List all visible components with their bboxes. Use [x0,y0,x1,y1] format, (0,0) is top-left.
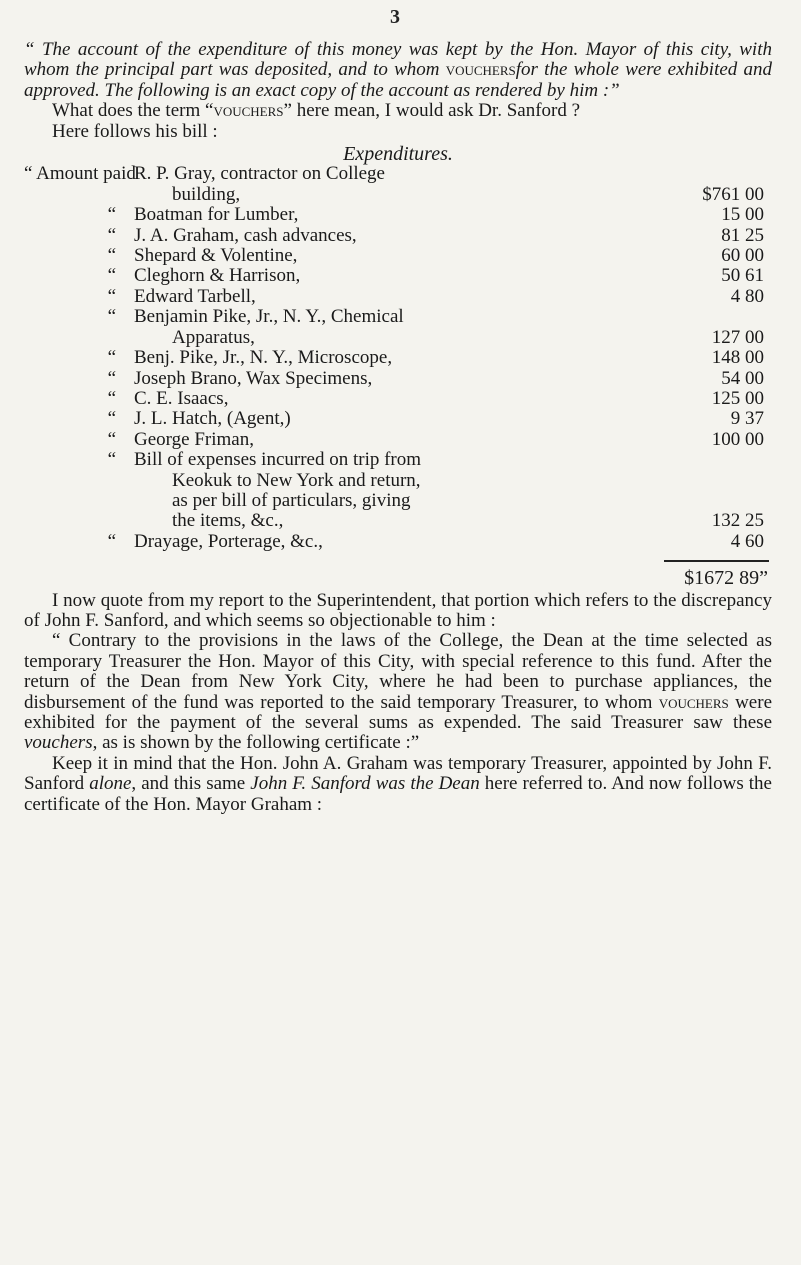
ditto-mark: “ [107,530,116,552]
question-paragraph [24,101,772,121]
description-line: Apparatus, [172,326,255,348]
question-term: vouchers [213,100,284,122]
expenditure-description [134,409,654,429]
description-line: Shepard & Volentine, [134,245,298,267]
expenditure-description [134,389,654,409]
expenditures-table [24,164,772,552]
description-line: building, [172,183,241,205]
page-mark: 3 [390,6,400,28]
amount-paid-label: “ Amount paid [24,163,136,185]
ditto-mark: “ [107,204,116,226]
expenditure-amount: 9 37 [730,408,764,430]
expenditure-row [24,246,772,266]
body-paragraph-2 [24,631,772,753]
p2-vouchers-italic: vouchers [24,732,93,754]
ditto-mark: “ [107,306,116,328]
description-line: the items, &c., [172,510,284,532]
p2-text-c: , as is shown by the following certificate :” [92,732,420,754]
expenditure-description [134,246,654,266]
expenditure-description [134,226,654,246]
ditto-mark: “ [107,387,116,409]
expenditure-description [134,164,654,205]
expenditure-description [134,532,654,552]
ditto-mark: “ [107,245,116,267]
expenditure-amount: 127 00 [711,326,764,348]
p3-text-b: , and this same [131,773,251,795]
expenditure-description [134,348,654,368]
expenditure-description [134,205,654,225]
expenditure-amount: 81 25 [721,224,764,246]
expenditure-description [134,369,654,389]
description-line: Benj. Pike, Jr., N. Y., Microscope, [134,347,393,369]
expenditure-row [24,266,772,286]
ditto-mark: “ [107,347,116,369]
expenditure-amount: 132 25 [711,510,764,532]
expenditure-description [134,266,654,286]
p3-text-a: Keep it in mind that the Hon. John A. Graham was temporary Treasurer, appointed by John F. Sanford [24,752,772,795]
expenditure-row [24,164,772,205]
description-line: Benjamin Pike, Jr., N. Y., Chemical [134,306,404,328]
description-line: Joseph Brano, Wax Specimens, [134,367,373,389]
p3-italic: John F. Sanford was the Dean [250,773,480,795]
description-line: J. L. Hatch, (Agent,) [134,408,291,430]
expenditure-amount: 50 61 [721,265,764,287]
expenditure-row [24,287,772,307]
p2-text-a: “ Contrary to the provisions in the laws of the College, the Dean at the time selected as temporary Treasurer the Hon. Mayor of this City, with special reference to this fund. After the return of the Dean from New York City, where he had been to purchase appliances, the disbursement of the fund was reported to the said temporary Treasurer, to whom [24,630,772,713]
expenditure-amount: 4 80 [730,285,764,307]
p2-vouchers: vouchers [658,691,729,713]
ditto-mark: “ [107,449,116,471]
question-pre: What does the term “ [52,100,214,122]
ditto-mark: “ [107,367,116,389]
expenditure-amount: $761 00 [702,183,764,205]
description-line: Drayage, Porterage, &c., [134,530,323,552]
expenditure-row [24,226,772,246]
body-paragraph-1: I now quote from my report to the Superintendent, that portion which refers to the discrepancy of John F. Sanford, and which seems so objectionable to him : [24,589,772,631]
expenditures-heading: Expenditures. [343,143,453,166]
p3-alone: alone [89,773,132,795]
expenditure-row [24,532,772,552]
question-post: ” here mean, I would ask Dr. Sanford ? [283,100,581,122]
total-rule [664,560,769,562]
description-line: Edward Tarbell, [134,285,256,307]
expenditure-amount: 54 00 [721,367,764,389]
expenditure-description [134,307,654,348]
expenditure-row [24,450,772,532]
expenditure-amount: 100 00 [711,428,764,450]
expenditure-amount: 60 00 [721,245,764,267]
ditto-mark: “ [107,224,116,246]
ditto-mark: “ [107,265,116,287]
description-line: C. E. Isaacs, [134,387,229,409]
intro-quote-text: “ The account of the expenditure of this money was kept by the Hon. Mayor of this city, with whom the principal part was deposited, and to whom [24,39,772,81]
expenditure-row [24,409,772,429]
p3-text-c: here referred to. And now follows the certificate of the Hon. Mayor Graham : [24,773,772,815]
expenditure-row [24,205,772,225]
expenditure-row [24,369,772,389]
description-line: George Friman, [134,428,254,450]
description-line: Boatman for Lumber, [134,204,299,226]
description-line: as per bill of particulars, giving [172,489,411,511]
ditto-mark: “ [107,285,116,307]
description-line: Keokuk to New York and return, [172,469,421,491]
intro-quote [24,40,772,101]
page-content [24,40,772,815]
intro-quote-text-2: for the whole were exhibited and approved. The following is an exact copy of the account as rendered by him :” [24,59,772,101]
expenditure-amount: 125 00 [711,387,764,409]
expenditure-description [134,450,654,532]
description-line: J. A. Graham, cash advances, [134,224,357,246]
description-line: R. P. Gray, contractor on College [134,163,385,185]
expenditure-description [134,287,654,307]
description-line: Cleghorn & Harrison, [134,265,301,287]
expenditure-amount: 148 00 [711,347,764,369]
expenditure-row [24,430,772,450]
expenditure-row [24,307,772,348]
p2-text-b: were exhibited for the payment of the several sums as expended. The said Treasurer saw these [24,691,772,733]
expenditure-amount: 15 00 [721,204,764,226]
body-paragraph-3 [24,754,772,815]
vouchers-term: vouchers [445,59,516,81]
expenditure-row [24,389,772,409]
description-line: Bill of expenses incurred on trip from [134,449,422,471]
ditto-mark: “ [107,408,116,430]
ditto-mark: “ [107,428,116,450]
follows-line: Here follows his bill : [52,120,218,142]
expenditure-description [134,430,654,450]
total-amount: $1672 89” [684,567,768,590]
expenditure-amount: 4 60 [730,530,764,552]
expenditure-row [24,348,772,368]
